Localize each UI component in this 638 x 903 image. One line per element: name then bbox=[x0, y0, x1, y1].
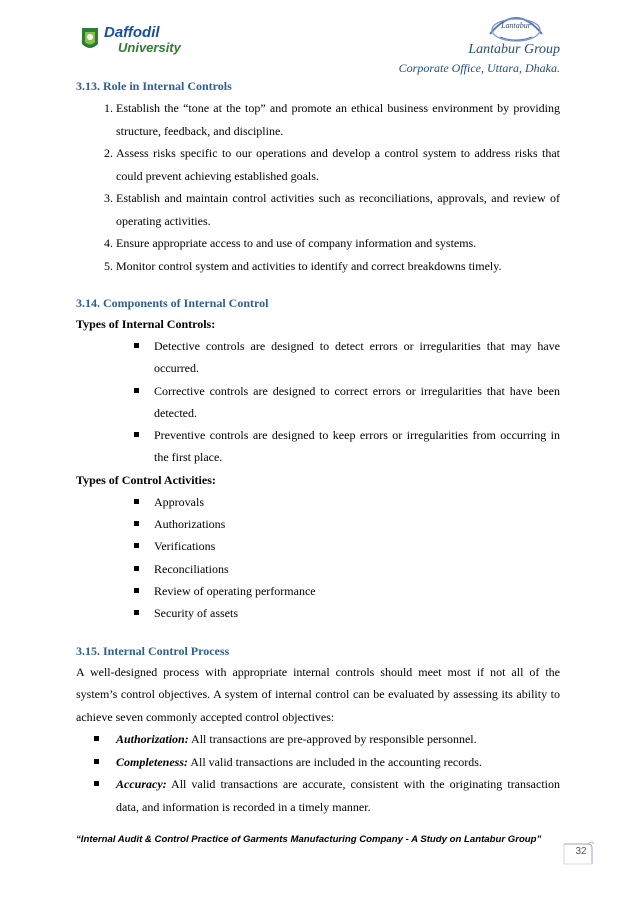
section-3-14-heading: 3.14. Components of Internal Control bbox=[76, 296, 269, 310]
control-types-list bbox=[76, 335, 560, 469]
logo-word-1: Daffodil bbox=[104, 24, 160, 41]
list-item: Approvals bbox=[154, 491, 560, 513]
list-item bbox=[116, 751, 560, 774]
list-item bbox=[116, 773, 560, 818]
daffodil-university-logo bbox=[78, 22, 208, 56]
lantabur-logo-text: Lantabur bbox=[501, 21, 531, 30]
lantabur-logo bbox=[486, 10, 546, 44]
list-item: Detective controls are designed to detect errors or irregularities that may have occurred. bbox=[154, 335, 560, 380]
daffodil-emblem-icon bbox=[82, 28, 98, 48]
section-3-13-heading: 3.13. Role in Internal Controls bbox=[76, 79, 232, 93]
company-address: Corporate Office, Uttara, Dhaka. bbox=[398, 61, 560, 75]
objective-text: All valid transactions are accurate, consistent with the originating transaction data, and information is recorded in a timely manner. bbox=[116, 777, 561, 814]
list-item: 2. Assess risks specific to our operations and develop a control system to address risks that could prevent achieving established goals. bbox=[116, 142, 560, 187]
process-paragraph: A well-designed process with appropriate internal controls should meet most if not all of the system’s control objectives. A system of internal control can be evaluated by assessing its ability to achieve seven commonly accepted control objectives: bbox=[76, 664, 560, 724]
list-item: Reconciliations bbox=[154, 558, 560, 580]
logo-word-2: University bbox=[118, 40, 181, 55]
list-item: 4. Ensure appropriate access to and use of company information and systems. bbox=[116, 232, 560, 255]
list-item bbox=[116, 728, 560, 751]
list-item: Corrective controls are designed to correct errors or irregularities that have been detected. bbox=[154, 380, 560, 425]
types-of-controls-heading: Types of Internal Controls: bbox=[76, 317, 216, 331]
list-item: Review of operating performance bbox=[154, 580, 560, 602]
role-list bbox=[76, 97, 560, 277]
objective-text: All valid transactions are included in the accounting records. bbox=[190, 754, 482, 769]
list-item: 5. Monitor control system and activities to identify and correct breakdowns timely. bbox=[116, 255, 560, 278]
control-objectives-list bbox=[76, 728, 560, 818]
objective-term: Accuracy: bbox=[116, 777, 167, 792]
footer-title: “Internal Audit & Control Practice of Garments Manufacturing Company - A Study on Lantabur Group” bbox=[76, 834, 542, 845]
objective-text: All transactions are pre-approved by responsible personnel. bbox=[191, 732, 477, 747]
list-item: Security of assets bbox=[154, 602, 560, 624]
objective-term: Authorization: bbox=[116, 732, 189, 747]
objective-term: Completeness: bbox=[116, 754, 188, 769]
list-item: 3. Establish and maintain control activities such as reconciliations, approvals, and review of operating activities. bbox=[116, 187, 560, 232]
company-name: Lantabur Group bbox=[468, 42, 560, 57]
control-activities-heading: Types of Control Activities: bbox=[76, 472, 216, 487]
page-number: 32 bbox=[575, 846, 587, 857]
list-item: Preventive controls are designed to keep errors or irregularities from occurring in the first place. bbox=[154, 424, 560, 469]
section-3-15-heading: 3.15. Internal Control Process bbox=[76, 643, 230, 658]
list-item: Verifications bbox=[154, 535, 560, 557]
list-item: Authorizations bbox=[154, 513, 560, 535]
company-header bbox=[399, 42, 560, 76]
control-activities-list bbox=[76, 491, 560, 625]
list-item: 1. Establish the “tone at the top” and promote an ethical business environment by providing structure, feedback, and discipline. bbox=[116, 97, 560, 142]
document-body bbox=[76, 78, 560, 818]
